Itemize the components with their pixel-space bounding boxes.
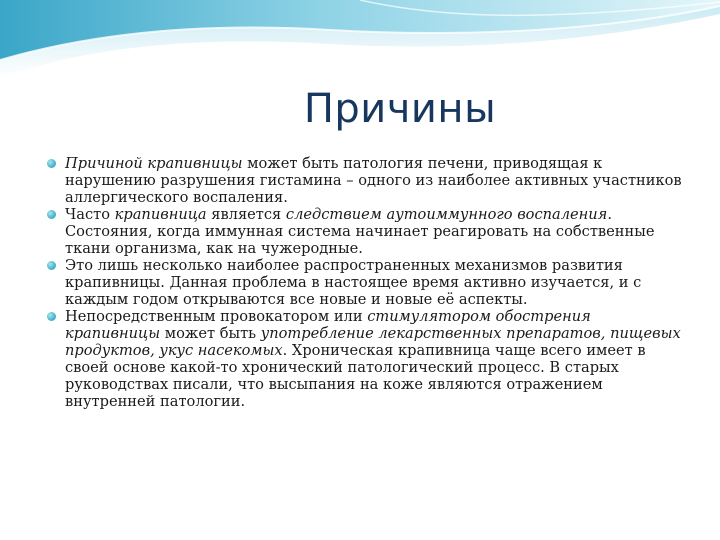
bullet-text: употребление лекарственных препаратов, пищевых продуктов, укус насекомых: [65, 325, 681, 359]
bullet-text: Часто: [65, 206, 115, 223]
bullet-text: может быть: [160, 325, 261, 342]
bullet-item: [44, 257, 684, 308]
bullet-item: [44, 308, 684, 410]
bullet-text: является: [206, 206, 286, 223]
bullet-item: [44, 206, 684, 257]
bullet-dot-icon: [47, 159, 56, 168]
slide-title: Причины: [303, 86, 497, 132]
bullet-text: может быть патология печени, приводящая к нарушению разрушения гистамина – одного из наиболее активных участников аллергического воспаления.: [65, 155, 682, 206]
bullet-dot-icon: [47, 261, 56, 270]
bullet-list: [44, 155, 684, 410]
bullet-text: Причиной крапивницы: [65, 155, 243, 172]
bullet-item: [44, 155, 684, 206]
bullet-text: крапивница: [114, 206, 207, 223]
bullet-text: Непосредственным провокатором или: [65, 308, 368, 325]
bullet-text: стимулятором обострения крапивницы: [65, 308, 591, 342]
bullet-dot-icon: [47, 210, 56, 219]
bullet-text: Это лишь несколько наиболее распространенных механизмов развития крапивницы. Данная проблема в настоящее время активно изучается, и с каждым годом открываются все новые и новые её аспекты.: [65, 257, 642, 308]
bullet-text: . Состояния, когда иммунная система начинает реагировать на собственные ткани организма, как на чужеродные.: [65, 206, 655, 257]
header-wave-decoration: [0, 0, 720, 90]
bullet-dot-icon: [47, 312, 56, 321]
bullet-text: следствием аутоиммунного воспаления: [285, 206, 608, 223]
bullet-text: . Хроническая крапивница чаще всего имеет в своей основе какой-то хронический патологический процесс. В старых руководствах писали, что высыпания на коже являются отражением внутренней патологии.: [65, 342, 646, 410]
